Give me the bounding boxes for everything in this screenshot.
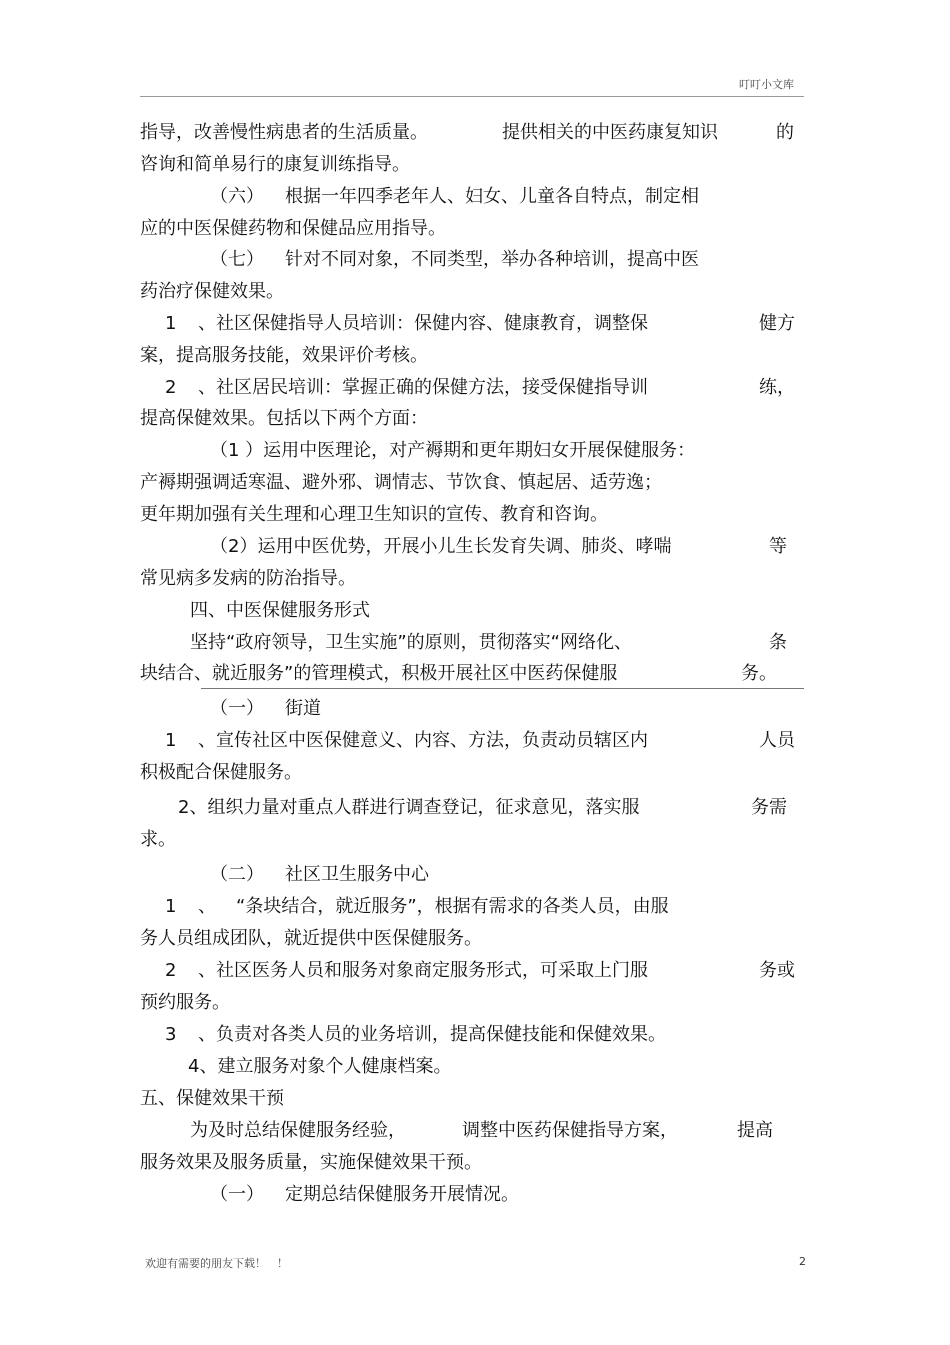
text-run: （一） (210, 698, 264, 719)
text-run: 的 (776, 122, 794, 143)
text-run: 提供相关的中医药康复知识 (502, 122, 718, 143)
text-run: 产褥期强调适寒温、避外邪、调情志、节饮食、慎起居、适劳逸； (140, 472, 662, 493)
text-run: 务人员组成团队，就近提供中医保健服务。 (140, 928, 482, 949)
text-run: 、社区居民培训：掌握正确的保健方法，接受保健指导训 (198, 377, 648, 398)
text-run: 、社区保健指导人员培训：保健内容、健康教育，调整保 (198, 313, 648, 334)
text-run: 求。 (140, 829, 176, 850)
text-run: 五、保健效果干预 (140, 1088, 284, 1109)
text-run: 指导，改善慢性病患者的生活质量。 (140, 122, 428, 143)
text-run: 人员 (759, 730, 795, 751)
text-run: 健方 (759, 313, 795, 334)
text-run: 定期总结保健服务开展情况。 (285, 1184, 519, 1205)
text-run: 调整中医药保健指导方案， (462, 1120, 678, 1141)
text-run: 积极配合保健服务。 (140, 762, 302, 783)
text-run: 、宣传社区中医保健意义、内容、方法，负责动员辖区内 (198, 730, 648, 751)
text-run: 块结合、就近服务”的管理模式，积极开展社区中医药保健服 (140, 663, 618, 684)
text-run: 坚持“政府领导，卫生实施”的原则，贯彻落实“网络化、 (190, 632, 632, 653)
text-run: 1 (165, 730, 177, 751)
text-run: （七） (210, 249, 264, 270)
text-run: 务需 (751, 797, 787, 818)
text-run: 应的中医保健药物和保健品应用指导。 (140, 218, 446, 239)
text-run: 、 (198, 896, 216, 917)
text-run: 2、组织力量对重点人群进行调查登记，征求意见，落实服 (178, 797, 640, 818)
inline-rule (201, 688, 804, 689)
page-number: 2 (799, 1255, 806, 1268)
text-run: 预约服务。 (140, 992, 230, 1013)
text-run: 1 (165, 313, 177, 334)
text-run: 2 (165, 960, 177, 981)
text-run: 四、中医保健服务形式 (190, 600, 370, 621)
text-run: 服务效果及服务质量，实施保健效果干预。 (140, 1152, 482, 1173)
text-run: 提高 (737, 1120, 773, 1141)
text-run: （六） (210, 186, 264, 207)
text-run: 、社区医务人员和服务对象商定服务形式，可采取上门服 (198, 960, 648, 981)
text-run: 药治疗保健效果。 (140, 281, 284, 302)
text-run: 条 (769, 632, 787, 653)
header-divider (140, 96, 804, 97)
text-run: 2 (165, 377, 177, 398)
text-run: 1 (165, 896, 177, 917)
footer-note: 欢迎有需要的朋友下载！ ！ (145, 1257, 288, 1270)
text-run: 4、建立服务对象个人健康档案。 (188, 1056, 452, 1077)
text-run: （1 ）运用中医理论，对产褥期和更年期妇女开展保健服务： (210, 440, 696, 461)
text-run: “条块结合，就近服务”，根据有需求的各类人员，由服 (236, 896, 669, 917)
text-run: 针对不同对象，不同类型，举办各种培训，提高中医 (285, 249, 699, 270)
text-run: 咨询和简单易行的康复训练指导。 (140, 154, 410, 175)
text-run: 等 (769, 536, 787, 557)
text-run: 案，提高服务技能，效果评价考核。 (140, 345, 428, 366)
text-run: 3 (165, 1024, 177, 1045)
text-run: 为及时总结保健服务经验， (190, 1120, 406, 1141)
header-brand: 叮叮小文库 (739, 78, 794, 91)
text-run: 务。 (741, 663, 777, 684)
text-run: 常见病多发病的防治指导。 (140, 568, 356, 589)
text-run: 练， (759, 377, 795, 398)
text-run: （一） (210, 1184, 264, 1205)
text-run: （二） (210, 864, 264, 885)
text-run: 根据一年四季老年人、妇女、儿童各自特点，制定相 (285, 186, 699, 207)
text-run: 街道 (285, 698, 321, 719)
text-run: 更年期加强有关生理和心理卫生知识的宣传、教育和咨询。 (140, 504, 608, 525)
text-run: 、负责对各类人员的业务培训，提高保健技能和保健效果。 (198, 1024, 666, 1045)
text-run: 提高保健效果。包括以下两个方面： (140, 408, 428, 429)
text-run: （2）运用中医优势，开展小儿生长发育失调、肺炎、哮喘 (210, 536, 672, 557)
text-run: 社区卫生服务中心 (285, 864, 429, 885)
text-run: 务或 (759, 960, 795, 981)
